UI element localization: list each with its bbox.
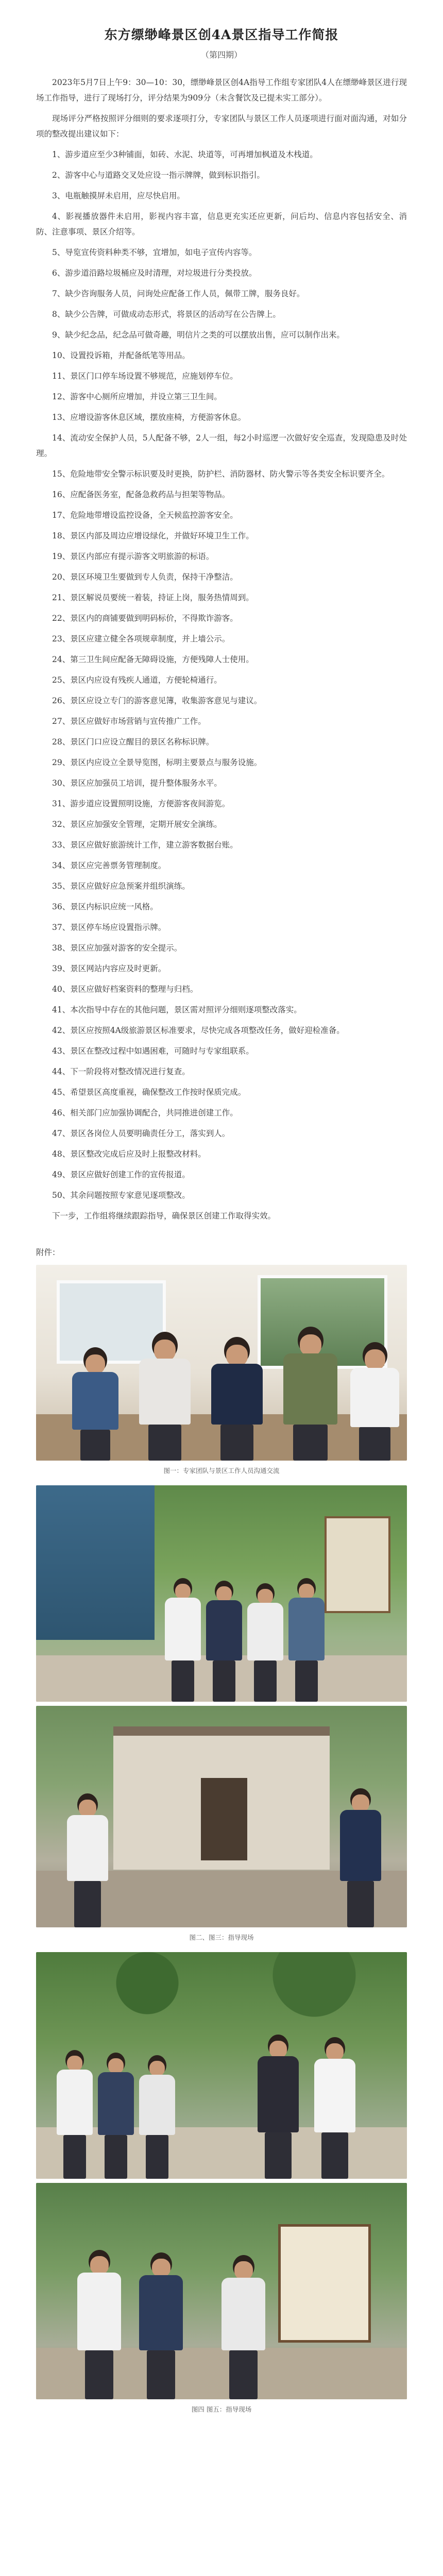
paragraph: 34、景区应完善票务管理制度。 [52,861,166,870]
person [314,2037,355,2179]
paragraph: 16、应配备医务室，配备急救药品与担架等物品。 [52,490,230,499]
paragraph: 29、景区内应设立全景导览图，标明主要景点与服务设施。 [52,758,262,767]
paragraph: 39、景区网站内容应及时更新。 [52,964,166,973]
person [139,1332,191,1461]
paragraph: 14、流动安全保护人员，5人配备不够，2人一组，每2小时巡逻一次做好安全巡查，发现隐患及时处理。 [36,433,407,458]
paragraph: 23、景区应建立健全各项规章制度，并上墙公示。 [52,634,230,643]
paragraph: 20、景区环境卫生要做到专人负责，保持干净整洁。 [52,572,238,582]
paragraph: 2023年5月7日上午9：30—10：30，缥缈峰景区创4A指导工作组专家团队4人在缥缈峰景区进行现场工作指导，进行了现场打分，评分结果为909分（未含餐饮及已提未实工部分）。 [36,78,407,103]
paragraph: 45、希望景区高度重视，确保整改工作按时保质完成。 [52,1088,246,1097]
person [72,1347,118,1461]
person [283,1327,337,1461]
paragraph: 21、景区解说员要统一着装，持证上岗，服务热情周到。 [52,593,254,602]
paragraph: 26、景区应设立专门的游客意见簿，收集游客意见与建议。 [52,696,262,705]
paragraph: 46、相关部门应加强协调配合，共同推进创建工作。 [52,1108,238,1117]
building [36,1485,155,1640]
body-text [36,75,407,1224]
paragraph: 40、景区应做好档案资料的整理与归档。 [52,985,198,994]
paragraph: 44、下一阶段将对整改情况进行复查。 [52,1067,190,1076]
photo-group-2 [36,1485,407,1942]
paragraph: 47、景区各岗位人员要明确责任分工，落实到人。 [52,1129,230,1138]
sign-board [325,1516,390,1613]
paragraph: 22、景区内的商铺要做到明码标价，不得欺诈游客。 [52,614,238,623]
person [288,1578,325,1702]
person [206,1581,242,1702]
paragraph: 43、景区在整改过程中如遇困难，可随时与专家组联系。 [52,1046,254,1056]
paragraph: 7、缺少咨询服务人员，问询处应配备工作人员，佩带工牌，服务良好。 [52,289,305,298]
paragraph: 35、景区应做好应急预案并组织演练。 [52,882,190,891]
person [222,2255,265,2399]
paragraph: 24、第三卫生间应配备无障碍设施，方便残障人士使用。 [52,655,254,664]
paragraph: 15、危险地带安全警示标识要及时更换，防护栏、消防器材、防火警示等各类安全标识要齐全。 [52,469,390,479]
person [350,1342,399,1461]
photo-guided-tour [36,1952,407,2179]
photo-caption: 图一：专家团队与景区工作人员沟通交流 [163,1467,280,1475]
paragraph: 10、设置投诉箱，并配备纸笔等用品。 [52,351,190,360]
paragraph: 6、游步道沿路垃圾桶应及时清理，对垃圾进行分类投放。 [52,268,257,278]
paragraph: 48、景区整改完成后应及时上报整改材料。 [52,1149,206,1159]
person [340,1788,381,1927]
paragraph: 41、本次指导中存在的其他问题，景区需对照评分细则逐项整改落实。 [52,1005,302,1014]
photo-site-visit-building [36,1706,407,1927]
paragraph: 3、电瓶触摸屏未启用，应尽快启用。 [52,191,185,200]
paragraph: 31、游步道应设置照明设施，方便游客夜间游览。 [52,799,230,808]
photo-meeting-room [36,1265,407,1461]
signboard [278,2224,371,2343]
person [77,2250,121,2399]
person [67,1793,108,1927]
photo-group-3 [36,1952,407,2414]
photo-caption: 图四 图五：指导现场 [191,2405,252,2413]
person [211,1337,263,1461]
paragraph: 12、游客中心厕所应增加，并设立第三卫生间。 [52,392,222,401]
paragraph: 36、景区内标识应统一风格。 [52,902,158,911]
person [247,1583,283,1702]
paragraph: 27、景区应做好市场营销与宣传推广工作。 [52,717,206,726]
paragraph: 42、景区应按照4A级旅游景区标准要求，尽快完成各项整改任务，做好迎检准备。 [52,1026,345,1035]
person [139,2055,175,2179]
issue-number: （第四期） [200,50,242,60]
doorway [201,1778,247,1860]
paragraph: 8、缺少公告牌，可做成动态形式，将景区的活动写在公告牌上。 [52,310,281,319]
paragraph: 49、景区应做好创建工作的宣传报道。 [52,1170,190,1179]
paragraph: 2、游客中心与道路交叉处应设一指示牌牌，做到标识指引。 [52,171,265,180]
paragraph: 38、景区应加强对游客的安全提示。 [52,943,182,953]
paragraph: 现场评分严格按照评分细则的要求逐项打分，专家团队与景区工作人员逐项进行面对面沟通，对如分项的整改提出建议如下： [36,114,407,139]
photo-caption: 图二、图三：指导现场 [189,1934,254,1941]
person [98,2053,134,2179]
paragraph: 37、景区停车场应设置指示牌。 [52,923,166,932]
person [139,2252,183,2399]
paragraph: 13、应增设游客休息区域，摆放座椅，方便游客休息。 [52,413,246,422]
page-title: 东方缥缈峰景区创4A景区指导工作简报 [104,27,339,42]
paragraph: 11、景区门口停车场设置不够规范，应施划停车位。 [52,371,238,381]
paragraph: 17、危险地带增设监控设备，全天候监控游客安全。 [52,511,238,520]
person [57,2050,93,2179]
paragraph: 50、其余问题按照专家意见逐项整改。 [52,1191,190,1200]
person [165,1578,201,1702]
paragraph: 9、缺少纪念品，纪念品可做奇趣，明信片之类的可以摆放出售，应可以制作出来。 [52,330,345,340]
paragraph: 5、导览宣传资料种类不够，宜增加，如电子宣传内容等。 [52,248,257,257]
photo-site-visit-path [36,1485,407,1702]
paragraph: 32、景区应加强安全管理，定期开展安全演练。 [52,820,222,829]
person [258,2035,299,2179]
paragraph: 30、景区应加强员工培训，提升整体服务水平。 [52,778,222,788]
paragraph: 1、游步道应至少3种铺面，如砖、水泥、块道等，可再增加枫道及木栈道。 [52,150,318,159]
paragraph: 下一步，工作组将继续跟踪指导，确保景区创建工作取得实效。 [52,1211,276,1221]
attachment-label: 附件： [36,1248,60,1257]
paragraph: 18、景区内部及周边应增设绿化，并做好环境卫生工作。 [52,531,254,540]
paragraph: 28、景区门口应设立醒目的景区名称标识牌。 [52,737,214,747]
photo-group-1 [36,1265,407,1475]
tree-canopy [36,1952,407,2029]
paragraph: 25、景区内应设有残疾人通道，方便轮椅通行。 [52,675,222,685]
paragraph: 33、景区应做好旅游统计工作，建立游客数据台账。 [52,840,238,850]
paragraph: 4、影视播放器件未启用，影视内容丰富，信息更充实还应更新，问后均、信息内容包括安全、消防、注意事项、景区介绍等。 [36,212,407,236]
paragraph: 19、景区内部应有提示游客文明旅游的标语。 [52,552,214,561]
photo-inspection [36,2183,407,2399]
